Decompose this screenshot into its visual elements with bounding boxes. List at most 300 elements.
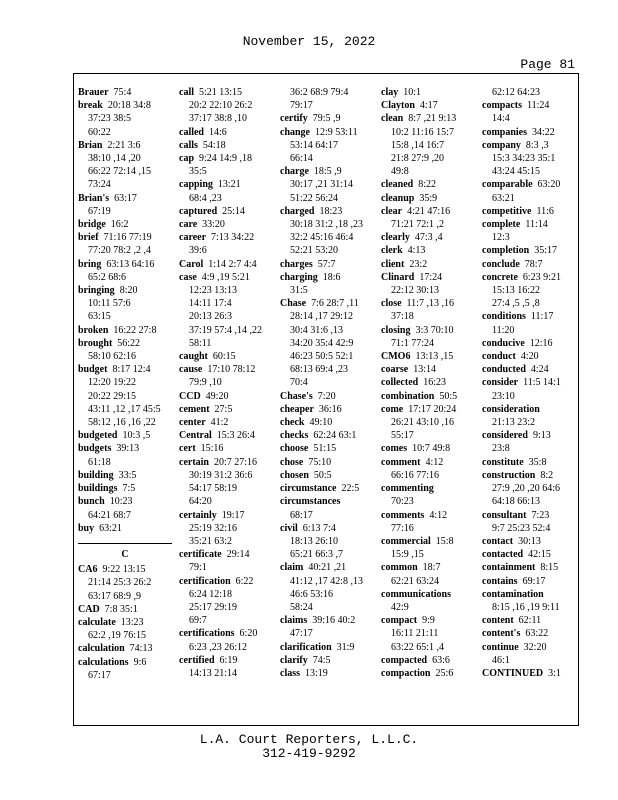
index-term: clean	[381, 113, 404, 125]
index-refs: 23:2	[409, 258, 428, 270]
index-refs: 10:23	[109, 496, 133, 508]
index-refs: 9:6	[133, 656, 147, 668]
index-term: brought	[78, 337, 113, 349]
index-refs: 4:12	[429, 509, 448, 521]
index-entry	[482, 575, 576, 588]
index-refs: 11:5 14:1	[523, 377, 561, 389]
index-refs: 32:20	[523, 641, 547, 653]
index-entry	[280, 390, 374, 403]
index-entry	[78, 603, 172, 616]
index-entry	[78, 258, 172, 271]
index-refs: 62:24 63:1	[313, 430, 357, 442]
index-term: compact	[381, 615, 418, 627]
index-entry	[280, 403, 374, 416]
index-entry	[280, 641, 374, 654]
index-refs-continued: 20:22 29:15	[88, 390, 137, 402]
index-column-2	[179, 86, 273, 680]
index-term: contact	[482, 535, 514, 547]
index-entry	[381, 482, 475, 495]
index-entry	[280, 614, 374, 627]
index-refs: 41:2	[210, 417, 229, 429]
index-term: conditions	[482, 311, 526, 323]
index-refs-continued: 38:10 ,14 ,20	[88, 153, 141, 165]
index-entry	[179, 363, 273, 376]
index-entry	[78, 139, 172, 152]
index-refs: 3:3 70:10	[415, 324, 454, 336]
index-entry	[482, 456, 576, 469]
index-refs: 35:17	[534, 245, 557, 257]
index-refs-continued: 67:19	[88, 205, 111, 217]
index-term: clay	[381, 87, 399, 98]
index-term: building	[78, 469, 114, 481]
index-term: caught	[179, 351, 208, 363]
index-refs-continued: 62:21 63:24	[391, 575, 440, 587]
index-entry	[482, 310, 576, 323]
index-refs: 1:14 2:7 4:4	[208, 258, 257, 270]
index-refs-continued: 68:4 ,23	[189, 192, 222, 204]
index-term: center	[179, 417, 206, 429]
index-term: budgets	[78, 443, 112, 455]
index-refs: 7:5	[122, 483, 136, 495]
index-refs-continued: 71:21 72:1 ,2	[391, 219, 445, 231]
index-refs: 16:22 27:8	[113, 324, 157, 336]
index-term: compacted	[381, 654, 428, 666]
index-term: case	[179, 271, 197, 283]
index-entry	[381, 244, 475, 257]
index-term: consideration	[482, 403, 540, 415]
index-refs: 8:15	[540, 562, 559, 574]
index-entry	[280, 442, 374, 455]
index-term: certification	[179, 575, 231, 587]
index-term: compacts	[482, 100, 522, 112]
index-term: charged	[280, 205, 315, 217]
index-refs-continued: 69:7	[189, 615, 207, 627]
index-refs-continued: 10:11 57:6	[88, 298, 131, 310]
index-refs-continued: 25:19 32:16	[189, 522, 238, 534]
index-entry	[381, 363, 475, 376]
index-refs-continued: 28:14 ,17 29:12	[290, 311, 354, 323]
index-term: charge	[280, 166, 309, 178]
index-refs: 69:17	[522, 575, 546, 587]
index-refs: 11:17	[530, 311, 554, 323]
index-term: choose	[280, 443, 309, 455]
index-entry	[381, 271, 475, 284]
index-refs-continued: 14:11 17:4	[189, 298, 232, 310]
index-refs: 13:14	[413, 364, 436, 376]
index-refs: 4:20	[520, 351, 539, 363]
index-entry	[179, 139, 273, 152]
index-refs-continued: 6:23 ,23 26:12	[189, 641, 248, 653]
index-column-1	[78, 86, 172, 682]
index-refs-continued: 23:8	[492, 443, 510, 455]
index-refs: 34:22	[532, 126, 555, 138]
index-refs-continued: 18:13 26:10	[290, 535, 339, 547]
index-refs: 6:22	[235, 575, 254, 587]
index-refs: 29:14	[226, 549, 250, 561]
index-term: conclude	[482, 258, 520, 270]
index-refs: 6:13 7:4	[302, 522, 336, 534]
index-term: bridge	[78, 219, 106, 231]
index-refs-continued: 30:18 31:2 ,18 ,23	[290, 219, 364, 231]
index-term: civil	[280, 522, 298, 534]
index-term: cert	[179, 443, 196, 455]
index-term: bring	[78, 258, 102, 270]
index-term: CONTINUED	[482, 667, 544, 679]
index-refs-continued: 21:8 27:9 ,20	[391, 153, 445, 165]
index-refs-continued: 37:18	[391, 311, 414, 323]
index-term: considered	[482, 430, 528, 442]
index-term: comments	[381, 509, 425, 521]
index-refs: 63:21	[99, 522, 122, 534]
index-refs: 63:20	[537, 179, 561, 191]
index-term: companies	[482, 126, 527, 138]
index-refs-continued: 43:11 ,12 ,17 45:5	[88, 403, 161, 415]
index-entry	[78, 429, 172, 442]
index-refs-continued: 53:14 64:17	[290, 139, 339, 151]
index-entry	[280, 126, 374, 139]
index-term: construction	[482, 469, 536, 481]
index-refs-continued: 46:1	[492, 654, 510, 666]
index-term: Brauer	[78, 87, 109, 98]
index-term: Clayton	[381, 100, 415, 112]
index-entry	[482, 667, 576, 680]
index-refs-continued: 66:22 72:14 ,15	[88, 166, 152, 178]
index-refs-continued: 36:2 68:9 79:4	[290, 87, 349, 98]
page-number: Page 81	[520, 57, 575, 72]
index-entry	[482, 614, 576, 627]
index-refs: 9:24 14:9 ,18	[199, 153, 253, 165]
index-entry	[78, 616, 172, 629]
index-refs: 17:10 78:12	[207, 364, 256, 376]
index-term: claim	[280, 562, 304, 574]
index-refs-continued: 51:22 56:24	[290, 192, 339, 204]
index-refs: 8:2	[540, 469, 554, 481]
index-refs: 25:14	[222, 205, 245, 217]
index-entry	[179, 205, 273, 218]
index-refs-continued: 34:20 35:4 42:9	[290, 337, 354, 349]
index-refs: 13:13 ,15	[415, 351, 454, 363]
index-refs-continued: 71:1 77:24	[391, 337, 435, 349]
index-refs-continued: 77:16	[391, 522, 414, 534]
index-term: claims	[280, 615, 308, 627]
footer-company: L.A. Court Reporters, L.L.C.	[199, 732, 419, 747]
index-entry	[482, 509, 576, 522]
index-refs: 78:7	[524, 258, 543, 270]
index-refs-continued: 68:17	[290, 509, 313, 521]
index-entry	[381, 509, 475, 522]
index-entry	[78, 337, 172, 350]
index-term: circumstance	[280, 483, 337, 495]
index-term: budgeted	[78, 430, 118, 442]
index-term: clearly	[381, 232, 410, 244]
index-entry	[482, 271, 576, 284]
index-refs-continued: 9:7 25:23 52:4	[492, 522, 551, 534]
index-refs: 79:5 ,9	[312, 113, 341, 125]
index-term: charges	[280, 258, 313, 270]
index-refs: 54:18	[202, 139, 226, 151]
index-term: calculation	[78, 643, 125, 655]
index-refs-continued: 58:11	[189, 337, 212, 349]
index-refs: 31:9	[336, 641, 355, 653]
index-term: CA6	[78, 564, 98, 576]
index-refs: 2:21 3:6	[107, 139, 141, 151]
index-term: checks	[280, 430, 309, 442]
index-refs: 11:7 ,13 ,16	[406, 298, 454, 310]
index-refs: 33:5	[118, 469, 137, 481]
index-refs: 11:24	[527, 100, 550, 112]
index-refs-continued: 16:11 21:11	[391, 628, 439, 640]
index-entry	[381, 614, 475, 627]
index-term: capping	[179, 179, 213, 191]
index-term: career	[179, 232, 207, 244]
index-refs-continued: 26:21 43:10 ,16	[391, 417, 455, 429]
index-term: CMO6	[381, 351, 411, 363]
index-entry	[482, 469, 576, 482]
index-term: certifications	[179, 628, 235, 640]
index-entry	[280, 482, 374, 495]
index-entry	[482, 588, 576, 601]
index-term: circumstances	[280, 496, 341, 508]
index-entry	[381, 112, 475, 125]
index-term: cause	[179, 364, 203, 376]
index-entry	[179, 86, 273, 99]
index-term: company	[482, 139, 521, 151]
index-entry	[179, 575, 273, 588]
index-term: class	[280, 667, 300, 679]
index-refs: 8:20	[119, 285, 138, 297]
index-entry	[179, 548, 273, 561]
section-letter: C	[78, 543, 172, 561]
index-entry	[78, 469, 172, 482]
index-term: certificate	[179, 549, 222, 561]
index-refs-continued: 70:4	[290, 377, 308, 389]
index-term: continue	[482, 641, 519, 653]
index-term: clarification	[280, 641, 332, 653]
index-refs: 15:16	[200, 443, 224, 455]
index-refs-continued: 58:10 62:16	[88, 351, 137, 363]
index-refs: 9:13	[532, 430, 551, 442]
index-refs-continued: 12:20 19:22	[88, 377, 137, 389]
index-entry	[381, 403, 475, 416]
index-entry	[381, 561, 475, 574]
index-refs: 7:6 28:7 ,11	[311, 298, 359, 310]
index-entry	[179, 442, 273, 455]
index-entry	[381, 588, 475, 601]
index-refs: 15:3 26:4	[216, 430, 255, 442]
index-term: clear	[381, 205, 403, 217]
index-refs: 7:8 35:1	[104, 603, 138, 615]
index-entry	[381, 535, 475, 548]
index-term: concrete	[482, 271, 518, 283]
index-entry	[78, 324, 172, 337]
index-entry	[280, 416, 374, 429]
index-entry	[78, 231, 172, 244]
index-entry	[482, 178, 576, 191]
index-refs: 6:19	[219, 654, 238, 666]
index-refs-continued: 15:8 ,14 16:7	[391, 139, 445, 151]
index-entry	[179, 403, 273, 416]
index-term: Carol	[179, 258, 204, 270]
index-refs-continued: 35:5	[189, 166, 207, 178]
index-term: consultant	[482, 509, 527, 521]
index-refs: 12:16	[529, 337, 553, 349]
index-refs-continued: 22:12 30:13	[391, 285, 440, 297]
index-refs-continued: 25:17 29:19	[189, 601, 238, 613]
index-entry	[482, 429, 576, 442]
index-refs-continued: 6:24 12:18	[189, 588, 233, 600]
index-refs: 13:19	[305, 667, 328, 679]
index-refs-continued: 65:2 68:6	[88, 271, 127, 283]
index-entry	[381, 654, 475, 667]
index-refs: 19:17	[221, 509, 245, 521]
index-entry	[179, 126, 273, 139]
index-refs-continued: 21:14 25:3 26:2	[88, 577, 152, 589]
index-entry	[381, 231, 475, 244]
index-refs: 4:17	[419, 100, 438, 112]
index-term: clerk	[381, 245, 403, 257]
index-refs: 10:1	[403, 87, 421, 98]
index-entry	[78, 99, 172, 112]
index-term: close	[381, 298, 402, 310]
index-refs-continued: 52:21 53:20	[290, 245, 339, 257]
index-refs-continued: 41:12 ,17 42:8 ,13	[290, 575, 364, 587]
index-entry	[482, 218, 576, 231]
index-entry	[482, 641, 576, 654]
index-term: client	[381, 258, 405, 270]
index-term: comparable	[482, 179, 533, 191]
index-entry	[482, 337, 576, 350]
index-refs-continued: 14:13 21:14	[189, 667, 238, 679]
index-term: charging	[280, 271, 318, 283]
index-refs: 63:6	[432, 654, 450, 666]
index-entry	[179, 350, 273, 363]
index-refs: 8:17 12:4	[112, 364, 151, 376]
index-entry	[280, 297, 374, 310]
index-refs-continued: 43:24 45:15	[492, 166, 541, 178]
index-term: Chase's	[280, 390, 313, 402]
index-entry	[482, 403, 576, 416]
index-term: break	[78, 100, 103, 112]
index-refs-continued: 60:22	[88, 126, 111, 138]
index-term: Clinard	[381, 271, 415, 283]
index-entry	[179, 429, 273, 442]
index-refs-continued: 15:13 16:22	[492, 285, 541, 297]
footer	[0, 733, 618, 761]
index-frame	[73, 73, 579, 726]
index-refs: 9:22 13:15	[102, 564, 146, 576]
index-term: contains	[482, 575, 518, 587]
index-term: consider	[482, 377, 519, 389]
index-refs-continued: 64:21 68:7	[88, 509, 132, 521]
index-entry	[280, 429, 374, 442]
index-refs-continued: 61:18	[88, 456, 111, 468]
index-term: content's	[482, 628, 521, 640]
index-term: calls	[179, 139, 198, 151]
index-term: compaction	[381, 667, 431, 679]
index-term: collected	[381, 377, 419, 389]
index-entry	[179, 178, 273, 191]
index-entry	[381, 86, 475, 99]
index-refs: 9:9	[422, 615, 435, 627]
index-term: combination	[381, 390, 435, 402]
index-refs-continued: 64:18 66:13	[492, 496, 541, 508]
index-refs: 13:21	[217, 179, 241, 191]
index-refs-continued: 15:9 ,15	[391, 549, 424, 561]
index-entry	[179, 152, 273, 165]
index-entry	[381, 258, 475, 271]
index-refs: 36:16	[318, 403, 342, 415]
index-entry	[280, 667, 374, 680]
index-entry	[179, 456, 273, 469]
index-entry	[381, 376, 475, 389]
index-term: communications	[381, 588, 451, 600]
index-refs-continued: 32:2 45:16 46:4	[290, 232, 354, 244]
index-refs-continued: 27:9 ,20 ,20 64:6	[492, 483, 561, 495]
index-entry	[482, 258, 576, 271]
index-entry	[179, 258, 273, 271]
index-refs-continued: 21:13 23:2	[492, 417, 536, 429]
index-refs: 57:7	[317, 258, 336, 270]
index-refs-continued: 20:2 22:10 26:2	[189, 100, 253, 112]
index-column-4	[381, 86, 475, 680]
index-refs: 18:23	[319, 205, 343, 217]
index-entry	[280, 165, 374, 178]
index-refs-continued: 65:21 66:3 ,7	[290, 549, 344, 561]
index-refs: 20:18 34:8	[107, 100, 151, 112]
index-refs: 5:21 13:15	[199, 87, 243, 98]
index-refs-continued: 35:21 63:2	[189, 535, 233, 547]
index-entry	[179, 390, 273, 403]
index-entry	[381, 324, 475, 337]
index-refs: 8:22	[418, 179, 436, 191]
index-refs-continued: 12:3	[492, 232, 510, 244]
index-term: competitive	[482, 205, 532, 217]
index-term: buildings	[78, 483, 118, 495]
index-refs: 8:3 ,3	[525, 139, 549, 151]
index-entry	[381, 456, 475, 469]
index-entry	[381, 350, 475, 363]
index-refs-continued: 79:1	[189, 562, 207, 574]
index-refs: 6:20	[239, 628, 258, 640]
index-term: chosen	[280, 469, 309, 481]
index-refs: 4:24	[530, 364, 549, 376]
index-column-3	[280, 86, 374, 680]
index-term: cheaper	[280, 403, 314, 415]
index-entry	[482, 376, 576, 389]
index-refs: 71:16 77:19	[103, 232, 152, 244]
index-term: conducive	[482, 337, 525, 349]
index-refs: 75:4	[113, 87, 132, 98]
index-term: contamination	[482, 588, 544, 600]
index-refs: 18:5 ,9	[313, 166, 342, 178]
index-term: commercial	[381, 535, 431, 547]
index-term: containment	[482, 562, 536, 574]
index-refs: 7:13 34:22	[211, 232, 255, 244]
index-term: closing	[381, 324, 411, 336]
index-term: broken	[78, 324, 109, 336]
index-refs-continued: 11:20	[492, 324, 515, 336]
index-entry	[179, 654, 273, 667]
index-term: commenting	[381, 483, 434, 495]
index-term: care	[179, 219, 198, 231]
index-refs-continued: 49:8	[391, 166, 409, 178]
index-refs: 50:5	[439, 390, 458, 402]
index-entry	[179, 231, 273, 244]
index-refs-continued: 54:17 58:19	[189, 483, 238, 495]
index-term: cap	[179, 153, 194, 165]
index-refs: 51:15	[313, 443, 337, 455]
index-refs-continued: 37:17 38:8 ,10	[189, 113, 248, 125]
